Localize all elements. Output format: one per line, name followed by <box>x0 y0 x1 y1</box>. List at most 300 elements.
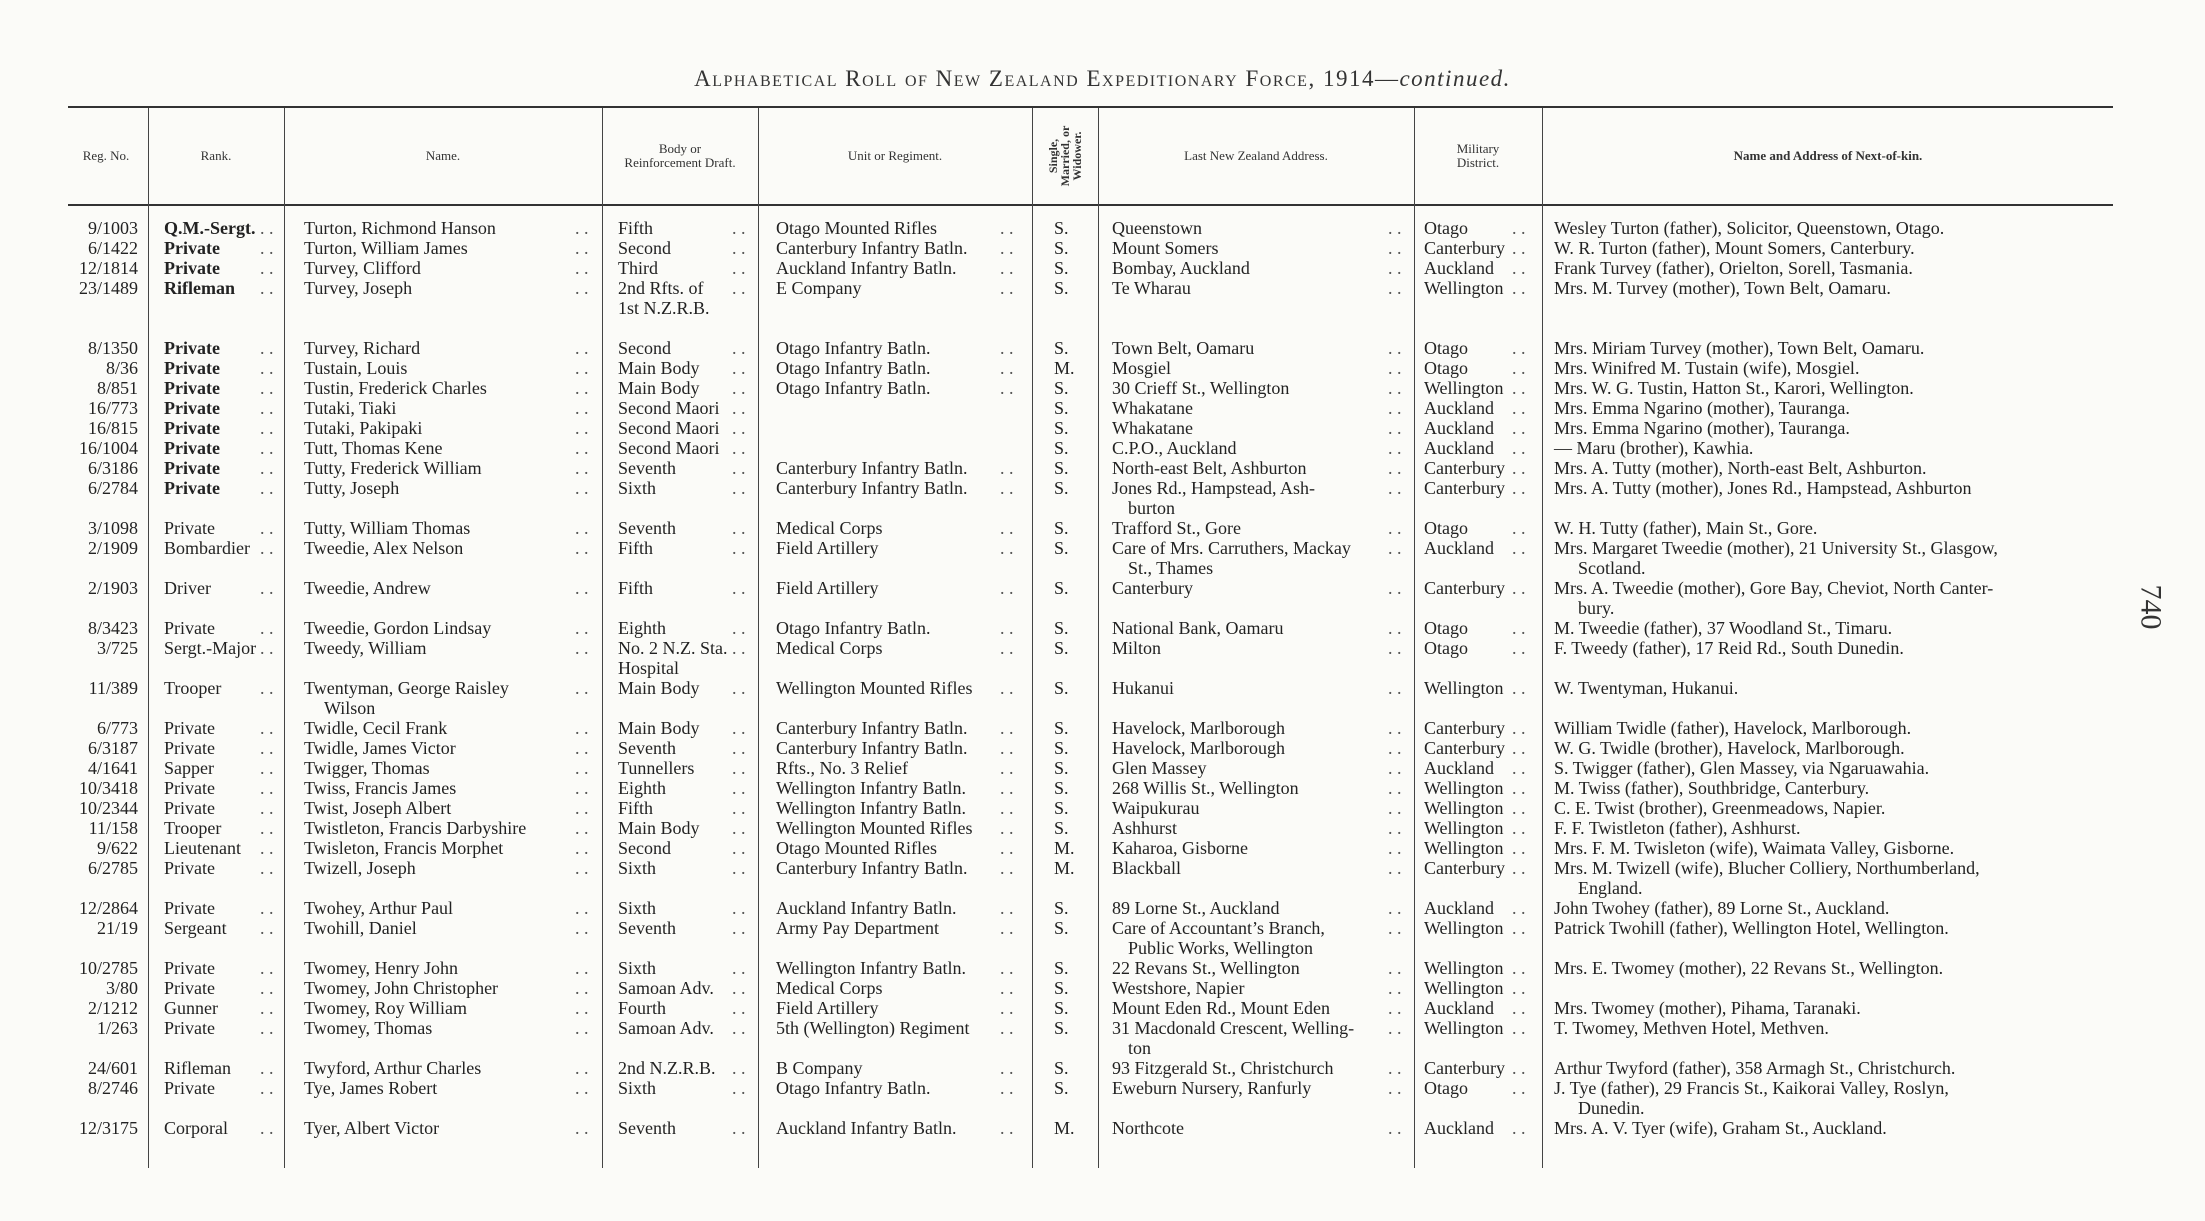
military-district-cell: Wellington <box>1424 978 1504 998</box>
rank-cell: Driver <box>164 578 211 598</box>
leader-dots: . . <box>575 978 589 998</box>
marital-status-cell: M. <box>1054 1118 1075 1138</box>
leader-dots: . . <box>260 218 274 238</box>
marital-status-cell: S. <box>1054 538 1069 558</box>
page-title: Alphabetical Roll of New Zealand Expeditionary Force, 1914—continued. <box>694 66 1511 91</box>
military-district-cell: Wellington <box>1424 278 1504 298</box>
soldier-name-cell: Twigger, Thomas <box>304 758 430 778</box>
soldier-name-cell: Twisleton, Francis Morphet <box>304 838 504 858</box>
leader-dots: . . <box>732 378 746 398</box>
next-of-kin-cell: Mrs. A. V. Tyer (wife), Graham St., Auckland. <box>1554 1118 1887 1138</box>
soldier-name-cell: Tweedy, William <box>304 638 427 658</box>
marital-status-cell: S. <box>1054 338 1069 358</box>
leader-dots: . . <box>732 798 746 818</box>
column-divider <box>1414 108 1415 1168</box>
draft-cell: Second <box>618 238 671 258</box>
column-divider <box>1098 108 1099 1168</box>
soldier-name-cell: Tutty, Frederick William <box>304 458 482 478</box>
draft-cell: Eighth <box>618 778 666 798</box>
leader-dots: . . <box>1512 838 1526 858</box>
draft-cell: Main Body <box>618 358 700 378</box>
draft-cell: Sixth <box>618 898 657 918</box>
rank-cell: Corporal <box>164 1118 228 1138</box>
leader-dots: . . <box>1000 258 1014 278</box>
soldier-name-continuation: Wilson <box>324 698 376 718</box>
leader-dots: . . <box>1512 718 1526 738</box>
soldier-name-cell: Tutty, Joseph <box>304 478 400 498</box>
leader-dots: . . <box>1000 678 1014 698</box>
draft-cell: Main Body <box>618 378 700 398</box>
leader-dots: . . <box>732 578 746 598</box>
leader-dots: . . <box>1512 418 1526 438</box>
header-rank: Rank. <box>200 148 232 163</box>
reg-no-cell: 2/1909 <box>87 538 138 558</box>
next-of-kin-cell: Mrs. A. Tutty (mother), North-east Belt, Ashburton. <box>1554 458 1927 478</box>
leader-dots: . . <box>1000 958 1014 978</box>
leader-dots: . . <box>1388 1058 1402 1078</box>
rank-cell: Private <box>164 978 215 998</box>
marital-status-cell: S. <box>1054 918 1069 938</box>
leader-dots: . . <box>260 258 274 278</box>
header-unit: Unit or Regiment. <box>847 148 943 163</box>
leader-dots: . . <box>260 858 274 878</box>
rank-cell: Rifleman <box>164 1058 231 1078</box>
last-address-cell: 89 Lorne St., Auckland <box>1112 898 1280 918</box>
last-address-cell: Blackball <box>1112 858 1181 878</box>
leader-dots: . . <box>732 958 746 978</box>
rank-cell: Private <box>164 738 215 758</box>
header-name: Name. <box>425 148 461 163</box>
soldier-name-cell: Tweedie, Gordon Lindsay <box>304 618 492 638</box>
leader-dots: . . <box>1388 438 1402 458</box>
last-address-cell: Eweburn Nursery, Ranfurly <box>1112 1078 1312 1098</box>
next-of-kin-cell: John Twohey (father), 89 Lorne St., Auckland. <box>1554 898 1890 918</box>
draft-cell: Main Body <box>618 718 700 738</box>
military-district-cell: Auckland <box>1424 758 1494 778</box>
next-of-kin-cell: Mrs. E. Twomey (mother), 22 Revans St., Wellington. <box>1554 958 1944 978</box>
soldier-name-cell: Tweedie, Alex Nelson <box>304 538 464 558</box>
leader-dots: . . <box>1388 458 1402 478</box>
rank-cell: Private <box>164 398 220 418</box>
last-address-cell: Kaharoa, Gisborne <box>1112 838 1248 858</box>
marital-status-cell: S. <box>1054 958 1069 978</box>
leader-dots: . . <box>260 1118 274 1138</box>
leader-dots: . . <box>260 538 274 558</box>
next-of-kin-cell: Mrs. Miriam Turvey (mother), Town Belt, Oamaru. <box>1554 338 1925 358</box>
soldier-name-cell: Twomey, John Christopher <box>304 978 499 998</box>
unit-cell: Otago Mounted Rifles <box>776 838 937 858</box>
rank-cell: Private <box>164 718 215 738</box>
draft-cell: Sixth <box>618 1078 657 1098</box>
marital-status-cell: M. <box>1054 858 1075 878</box>
rank-cell: Private <box>164 378 220 398</box>
unit-cell: E Company <box>776 278 862 298</box>
leader-dots: . . <box>1388 718 1402 738</box>
soldier-name-cell: Tutaki, Pakipaki <box>304 418 423 438</box>
rank-cell: Trooper <box>164 818 222 838</box>
marital-status-cell: S. <box>1054 478 1069 498</box>
leader-dots: . . <box>1000 1018 1014 1038</box>
draft-cell: Fourth <box>618 998 667 1018</box>
next-of-kin-cell: Arthur Twyford (father), 358 Armagh St., Christchurch. <box>1554 1058 1956 1078</box>
next-of-kin-cell: William Twidle (father), Havelock, Marlborough. <box>1554 718 1912 738</box>
soldier-name-cell: Tweedie, Andrew <box>304 578 431 598</box>
last-address-continuation: Public Works, Wellington <box>1128 938 1313 958</box>
leader-dots: . . <box>1388 378 1402 398</box>
soldier-name-cell: Tye, James Robert <box>304 1078 438 1098</box>
marital-status-cell: S. <box>1054 718 1069 738</box>
last-address-cell: Bombay, Auckland <box>1112 258 1250 278</box>
leader-dots: . . <box>1000 518 1014 538</box>
draft-cell: Fifth <box>618 798 654 818</box>
header-bottom-rule <box>68 204 2113 206</box>
unit-cell: Field Artillery <box>776 538 879 558</box>
unit-cell: Otago Infantry Batln. <box>776 378 931 398</box>
last-address-cell: Mount Eden Rd., Mount Eden <box>1112 998 1330 1018</box>
soldier-name-cell: Twyford, Arthur Charles <box>304 1058 482 1078</box>
leader-dots: . . <box>1512 618 1526 638</box>
soldier-name-cell: Twohill, Daniel <box>304 918 417 938</box>
last-address-continuation: St., Thames <box>1128 558 1214 578</box>
draft-cell: Sixth <box>618 858 657 878</box>
draft-cell: Main Body <box>618 818 700 838</box>
draft-cell: Fifth <box>618 538 654 558</box>
marital-status-cell: S. <box>1054 758 1069 778</box>
leader-dots: . . <box>1000 818 1014 838</box>
draft-cell: Main Body <box>618 678 700 698</box>
unit-cell: Army Pay Department <box>776 918 939 938</box>
draft-cell: Sixth <box>618 478 657 498</box>
rank-cell: Private <box>164 778 215 798</box>
unit-cell: Field Artillery <box>776 998 879 1018</box>
draft-cell: Second Maori <box>618 438 720 458</box>
leader-dots: . . <box>1512 398 1526 418</box>
rank-cell: Private <box>164 958 215 978</box>
leader-dots: . . <box>575 258 589 278</box>
reg-no-cell: 3/725 <box>96 638 138 658</box>
leader-dots: . . <box>1000 758 1014 778</box>
leader-dots: . . <box>1388 278 1402 298</box>
header-draft: Body or Reinforcement Draft. <box>624 141 736 170</box>
rank-cell: Private <box>164 238 220 258</box>
next-of-kin-cell: F. Tweedy (father), 17 Reid Rd., South Dunedin. <box>1554 638 1904 658</box>
draft-cell: Second Maori <box>618 418 720 438</box>
reg-no-cell: 24/601 <box>87 1058 138 1078</box>
leader-dots: . . <box>575 1118 589 1138</box>
soldier-name-cell: Twist, Joseph Albert <box>304 798 452 818</box>
rank-cell: Rifleman <box>164 278 235 298</box>
leader-dots: . . <box>1512 338 1526 358</box>
leader-dots: . . <box>1512 218 1526 238</box>
reg-no-cell: 6/3186 <box>87 458 138 478</box>
next-of-kin-cell: Patrick Twohill (father), Wellington Hotel, Wellington. <box>1554 918 1949 938</box>
leader-dots: . . <box>1512 638 1526 658</box>
marital-status-cell: S. <box>1054 258 1069 278</box>
leader-dots: . . <box>575 958 589 978</box>
leader-dots: . . <box>1388 358 1402 378</box>
leader-dots: . . <box>1512 478 1526 498</box>
last-address-cell: C.P.O., Auckland <box>1112 438 1237 458</box>
unit-cell: Medical Corps <box>776 518 883 538</box>
soldier-name-cell: Turton, Richmond Hanson <box>304 218 496 238</box>
soldier-name-cell: Twidle, Cecil Frank <box>304 718 448 738</box>
draft-cell: 2nd N.Z.R.B. <box>618 1058 716 1078</box>
reg-no-cell: 3/1098 <box>87 518 138 538</box>
reg-no-cell: 16/1004 <box>78 438 138 458</box>
leader-dots: . . <box>1512 358 1526 378</box>
leader-dots: . . <box>732 418 746 438</box>
leader-dots: . . <box>260 418 274 438</box>
next-of-kin-cell: M. Tweedie (father), 37 Woodland St., Timaru. <box>1554 618 1893 638</box>
draft-cell: Second Maori <box>618 398 720 418</box>
marital-status-cell: S. <box>1054 378 1069 398</box>
reg-no-cell: 6/1422 <box>87 238 138 258</box>
draft-cell: Fifth <box>618 218 654 238</box>
leader-dots: . . <box>260 978 274 998</box>
marital-status-cell: S. <box>1054 778 1069 798</box>
leader-dots: . . <box>1388 398 1402 418</box>
leader-dots: . . <box>1512 518 1526 538</box>
header-district: Military District. <box>1456 141 1500 170</box>
last-address-continuation: burton <box>1128 498 1175 518</box>
leader-dots: . . <box>1000 358 1014 378</box>
leader-dots: . . <box>1388 778 1402 798</box>
last-address-cell: 31 Macdonald Crescent, Welling- <box>1112 1018 1355 1038</box>
leader-dots: . . <box>1000 838 1014 858</box>
leader-dots: . . <box>732 758 746 778</box>
rank-cell: Private <box>164 478 220 498</box>
marital-status-cell: S. <box>1054 618 1069 638</box>
marital-status-cell: M. <box>1054 358 1075 378</box>
leader-dots: . . <box>575 798 589 818</box>
rank-cell: Private <box>164 798 215 818</box>
marital-status-cell: S. <box>1054 398 1069 418</box>
leader-dots: . . <box>1000 1078 1014 1098</box>
next-of-kin-cell: F. F. Twistleton (father), Ashhurst. <box>1554 818 1801 838</box>
unit-cell: Canterbury Infantry Batln. <box>776 238 968 258</box>
leader-dots: . . <box>1388 518 1402 538</box>
next-of-kin-cell: J. Tye (father), 29 Francis St., Kaikorai Valley, Roslyn, <box>1554 1078 1949 1098</box>
leader-dots: . . <box>1388 258 1402 278</box>
leader-dots: . . <box>1512 258 1526 278</box>
leader-dots: . . <box>575 578 589 598</box>
last-address-cell: North-east Belt, Ashburton <box>1112 458 1307 478</box>
leader-dots: . . <box>1000 638 1014 658</box>
last-address-cell: Canterbury <box>1112 578 1193 598</box>
last-address-cell: Havelock, Marlborough <box>1112 718 1285 738</box>
leader-dots: . . <box>575 738 589 758</box>
leader-dots: . . <box>1512 978 1526 998</box>
leader-dots: . . <box>1000 718 1014 738</box>
reg-no-cell: 6/2784 <box>87 478 138 498</box>
unit-cell: Canterbury Infantry Batln. <box>776 858 968 878</box>
leader-dots: . . <box>575 398 589 418</box>
marital-status-cell: S. <box>1054 998 1069 1018</box>
reg-no-cell: 10/2344 <box>78 798 138 818</box>
soldier-name-cell: Twomey, Henry John <box>304 958 459 978</box>
reg-no-cell: 11/389 <box>88 678 138 698</box>
unit-cell: Rfts., No. 3 Relief <box>776 758 908 778</box>
rank-cell: Private <box>164 898 215 918</box>
leader-dots: . . <box>732 838 746 858</box>
unit-cell: Wellington Mounted Rifles <box>776 818 973 838</box>
unit-cell: Field Artillery <box>776 578 879 598</box>
last-address-cell: 268 Willis St., Wellington <box>1112 778 1299 798</box>
next-of-kin-cell: Mrs. W. G. Tustin, Hatton St., Karori, Wellington. <box>1554 378 1914 398</box>
leader-dots: . . <box>1512 458 1526 478</box>
leader-dots: . . <box>1388 418 1402 438</box>
next-of-kin-continuation: Dunedin. <box>1578 1098 1645 1118</box>
leader-dots: . . <box>575 438 589 458</box>
leader-dots: . . <box>1388 918 1402 938</box>
rank-cell: Sergt.-Major <box>164 638 257 658</box>
next-of-kin-cell: S. Twigger (father), Glen Massey, via Ngaruawahia. <box>1554 758 1930 778</box>
leader-dots: . . <box>1388 898 1402 918</box>
leader-dots: . . <box>1000 798 1014 818</box>
soldier-name-cell: Turton, William James <box>304 238 468 258</box>
rank-cell: Lieutenant <box>164 838 241 858</box>
leader-dots: . . <box>575 998 589 1018</box>
leader-dots: . . <box>1388 738 1402 758</box>
unit-cell: Canterbury Infantry Batln. <box>776 738 968 758</box>
last-address-cell: Havelock, Marlborough <box>1112 738 1285 758</box>
rank-cell: Private <box>164 458 220 478</box>
rank-cell: Private <box>164 258 220 278</box>
military-district-cell: Canterbury <box>1424 578 1505 598</box>
unit-cell: B Company <box>776 1058 863 1078</box>
marital-status-cell: S. <box>1054 278 1069 298</box>
leader-dots: . . <box>1512 738 1526 758</box>
leader-dots: . . <box>575 538 589 558</box>
military-district-cell: Otago <box>1424 1078 1468 1098</box>
next-of-kin-continuation: Scotland. <box>1578 558 1646 578</box>
leader-dots: . . <box>575 458 589 478</box>
leader-dots: . . <box>260 778 274 798</box>
leader-dots: . . <box>1512 238 1526 258</box>
soldier-name-cell: Turvey, Richard <box>304 338 421 358</box>
leader-dots: . . <box>260 898 274 918</box>
leader-dots: . . <box>260 378 274 398</box>
leader-dots: . . <box>575 378 589 398</box>
leader-dots: . . <box>1512 858 1526 878</box>
leader-dots: . . <box>1388 978 1402 998</box>
leader-dots: . . <box>732 858 746 878</box>
soldier-name-cell: Turvey, Joseph <box>304 278 413 298</box>
leader-dots: . . <box>260 638 274 658</box>
leader-dots: . . <box>575 918 589 938</box>
draft-cell: Seventh <box>618 458 676 478</box>
reg-no-cell: 8/1350 <box>87 338 138 358</box>
rank-cell: Q.M.-Sergt. <box>164 218 256 238</box>
leader-dots: . . <box>260 918 274 938</box>
soldier-name-cell: Tyer, Albert Victor <box>304 1118 440 1138</box>
unit-cell: Wellington Mounted Rifles <box>776 678 973 698</box>
draft-continuation: Hospital <box>618 658 679 678</box>
marital-status-cell: S. <box>1054 218 1069 238</box>
leader-dots: . . <box>260 798 274 818</box>
leader-dots: . . <box>1000 338 1014 358</box>
military-district-cell: Canterbury <box>1424 1058 1505 1078</box>
reg-no-cell: 10/3418 <box>78 778 138 798</box>
rank-cell: Private <box>164 338 220 358</box>
leader-dots: . . <box>260 578 274 598</box>
military-district-cell: Otago <box>1424 358 1468 378</box>
leader-dots: . . <box>732 438 746 458</box>
leader-dots: . . <box>260 738 274 758</box>
last-address-cell: Whakatane <box>1112 418 1193 438</box>
military-district-cell: Wellington <box>1424 958 1504 978</box>
military-district-cell: Otago <box>1424 218 1468 238</box>
leader-dots: . . <box>1512 758 1526 778</box>
draft-cell: Samoan Adv. <box>618 1018 714 1038</box>
unit-cell: Otago Infantry Batln. <box>776 1078 931 1098</box>
leader-dots: . . <box>732 718 746 738</box>
leader-dots: . . <box>1000 378 1014 398</box>
reg-no-cell: 9/1003 <box>87 218 138 238</box>
next-of-kin-cell: Mrs. M. Turvey (mother), Town Belt, Oamaru. <box>1554 278 1891 298</box>
leader-dots: . . <box>732 1078 746 1098</box>
reg-no-cell: 16/815 <box>87 418 138 438</box>
leader-dots: . . <box>1000 478 1014 498</box>
reg-no-cell: 3/80 <box>105 978 138 998</box>
leader-dots: . . <box>732 998 746 1018</box>
leader-dots: . . <box>1512 898 1526 918</box>
unit-cell: Medical Corps <box>776 978 883 998</box>
leader-dots: . . <box>1000 538 1014 558</box>
military-district-cell: Wellington <box>1424 818 1504 838</box>
leader-dots: . . <box>575 778 589 798</box>
next-of-kin-cell: Frank Turvey (father), Orielton, Sorell, Tasmania. <box>1554 258 1913 278</box>
leader-dots: . . <box>732 458 746 478</box>
leader-dots: . . <box>1000 458 1014 478</box>
soldier-name-cell: Tustin, Frederick Charles <box>304 378 487 398</box>
military-district-cell: Wellington <box>1424 838 1504 858</box>
military-district-cell: Canterbury <box>1424 458 1505 478</box>
rank-cell: Bombardier <box>164 538 250 558</box>
leader-dots: . . <box>260 518 274 538</box>
leader-dots: . . <box>1388 958 1402 978</box>
leader-dots: . . <box>1388 538 1402 558</box>
soldier-name-cell: Turvey, Clifford <box>304 258 421 278</box>
draft-cell: Fifth <box>618 578 654 598</box>
leader-dots: . . <box>1388 478 1402 498</box>
leader-dots: . . <box>732 538 746 558</box>
leader-dots: . . <box>1388 758 1402 778</box>
military-district-cell: Otago <box>1424 638 1468 658</box>
reg-no-cell: 6/3187 <box>87 738 138 758</box>
soldier-name-cell: Twidle, James Victor <box>304 738 456 758</box>
leader-dots: . . <box>260 398 274 418</box>
last-address-cell: National Bank, Oamaru <box>1112 618 1284 638</box>
draft-cell: Tunnellers <box>618 758 695 778</box>
marital-status-cell: S. <box>1054 1078 1069 1098</box>
leader-dots: . . <box>732 218 746 238</box>
leader-dots: . . <box>1388 858 1402 878</box>
leader-dots: . . <box>732 238 746 258</box>
marital-status-cell: S. <box>1054 418 1069 438</box>
draft-cell: Seventh <box>618 518 676 538</box>
leader-dots: . . <box>1000 618 1014 638</box>
leader-dots: . . <box>732 638 746 658</box>
soldier-name-cell: Twistleton, Francis Darbyshire <box>304 818 527 838</box>
leader-dots: . . <box>732 778 746 798</box>
unit-cell: Otago Infantry Batln. <box>776 338 931 358</box>
military-district-cell: Canterbury <box>1424 858 1505 878</box>
leader-dots: . . <box>575 278 589 298</box>
next-of-kin-cell: C. E. Twist (brother), Greenmeadows, Napier. <box>1554 798 1886 818</box>
leader-dots: . . <box>1388 1078 1402 1098</box>
marital-status-cell: S. <box>1054 798 1069 818</box>
